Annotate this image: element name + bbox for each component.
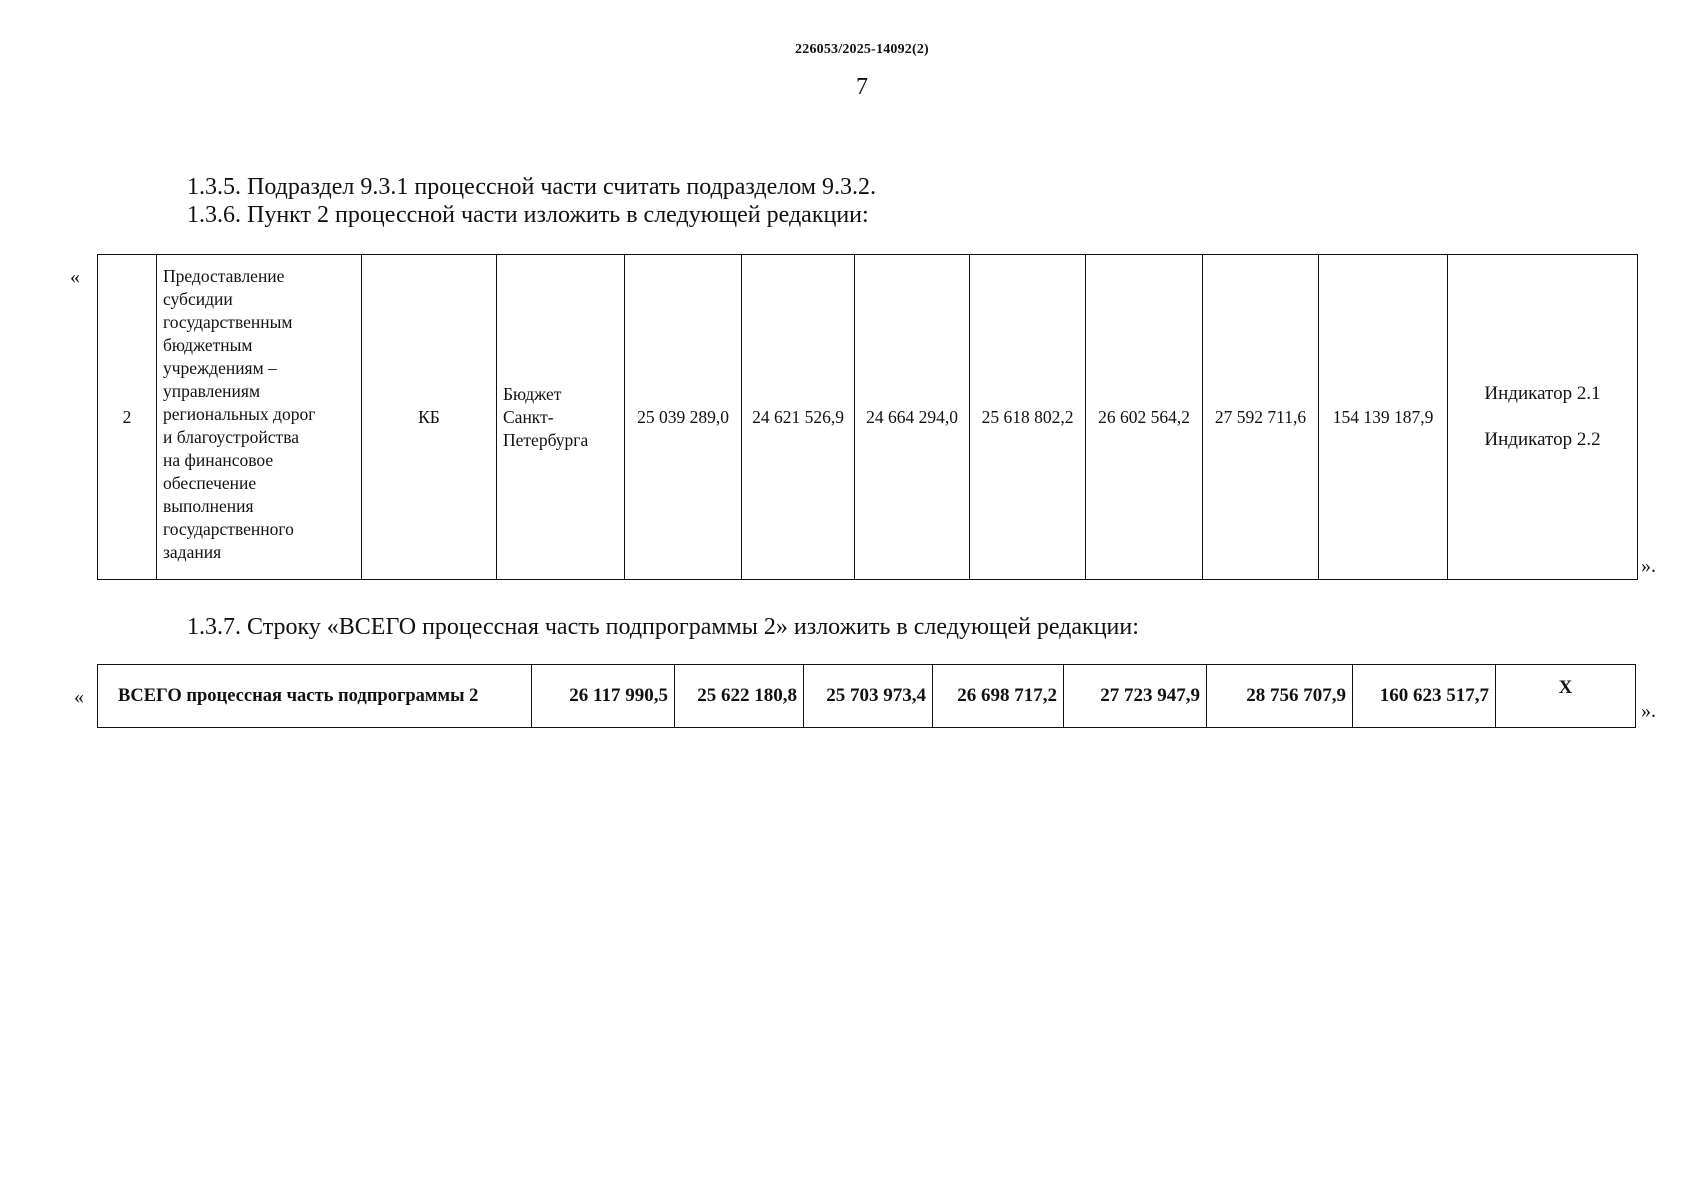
document-number: 226053/2025-14092(2) — [795, 42, 929, 57]
description-line: бюджетным — [163, 335, 253, 355]
description-cell — [157, 255, 362, 580]
source-line: Санкт- — [503, 406, 554, 427]
process-item-row — [98, 255, 1638, 580]
description-line: обеспечение — [163, 473, 257, 493]
total-value-cell: 25 622 180,8 — [675, 665, 804, 728]
total-row — [98, 665, 1636, 728]
total-label-cell: ВСЕГО процессная часть подпрограммы 2 — [98, 665, 532, 728]
description-line: Предоставление — [163, 266, 285, 286]
row-number-cell: 2 — [98, 255, 157, 580]
total-value-cell: 26 117 990,5 — [532, 665, 675, 728]
value-cell: 24 621 526,9 — [742, 255, 855, 580]
description-line: субсидии — [163, 289, 233, 309]
indicator-line: Индикатор 2.1 — [1484, 383, 1601, 404]
paragraph-1-3-6: 1.3.6. Пункт 2 процессной части изложить в следующей редакции: — [187, 202, 869, 228]
funding-source-cell — [497, 255, 625, 580]
table2-open-quote: « — [74, 686, 84, 708]
description-line: задания — [163, 542, 222, 562]
page-number: 7 — [856, 74, 868, 100]
indicators-cell — [1448, 255, 1638, 580]
indicator-line: Индикатор 2.2 — [1484, 429, 1601, 450]
description-line: управлениям — [163, 381, 261, 401]
executor-cell: КБ — [362, 255, 497, 580]
table2-close-quote: ». — [1641, 700, 1656, 722]
paragraph-1-3-7: 1.3.7. Строку «ВСЕГО процессная часть подпрограммы 2» изложить в следующей редакции: — [187, 614, 1139, 640]
description-line: выполнения — [163, 496, 254, 516]
x-mark-cell: Х — [1496, 665, 1636, 728]
total-value-cell: 28 756 707,9 — [1207, 665, 1353, 728]
description-line: региональных дорог — [163, 404, 316, 424]
total-row-table — [97, 664, 1636, 728]
value-cell: 26 602 564,2 — [1086, 255, 1203, 580]
total-value-cell: 26 698 717,2 — [933, 665, 1064, 728]
source-line: Петербурга — [503, 429, 589, 450]
total-value-cell: 27 723 947,9 — [1064, 665, 1207, 728]
paragraph-1-3-5: 1.3.5. Подраздел 9.3.1 процессной части считать подразделом 9.3.2. — [187, 174, 876, 200]
grand-total-cell: 160 623 517,7 — [1353, 665, 1496, 728]
process-item-table — [97, 254, 1638, 580]
table1-open-quote: « — [70, 266, 80, 288]
table1-close-quote: ». — [1641, 555, 1656, 577]
description-line: государственного — [163, 519, 294, 539]
value-cell: 25 039 289,0 — [625, 255, 742, 580]
source-line: Бюджет — [503, 383, 562, 404]
description-line: на финансовое — [163, 450, 274, 470]
value-cell: 24 664 294,0 — [855, 255, 970, 580]
description-line: и благоустройства — [163, 427, 299, 447]
value-cell: 25 618 802,2 — [970, 255, 1086, 580]
total-value-cell: 25 703 973,4 — [804, 665, 933, 728]
total-value-cell: 154 139 187,9 — [1319, 255, 1448, 580]
value-cell: 27 592 711,6 — [1203, 255, 1319, 580]
description-line: государственным — [163, 312, 293, 332]
description-line: учреждениям – — [163, 358, 277, 378]
